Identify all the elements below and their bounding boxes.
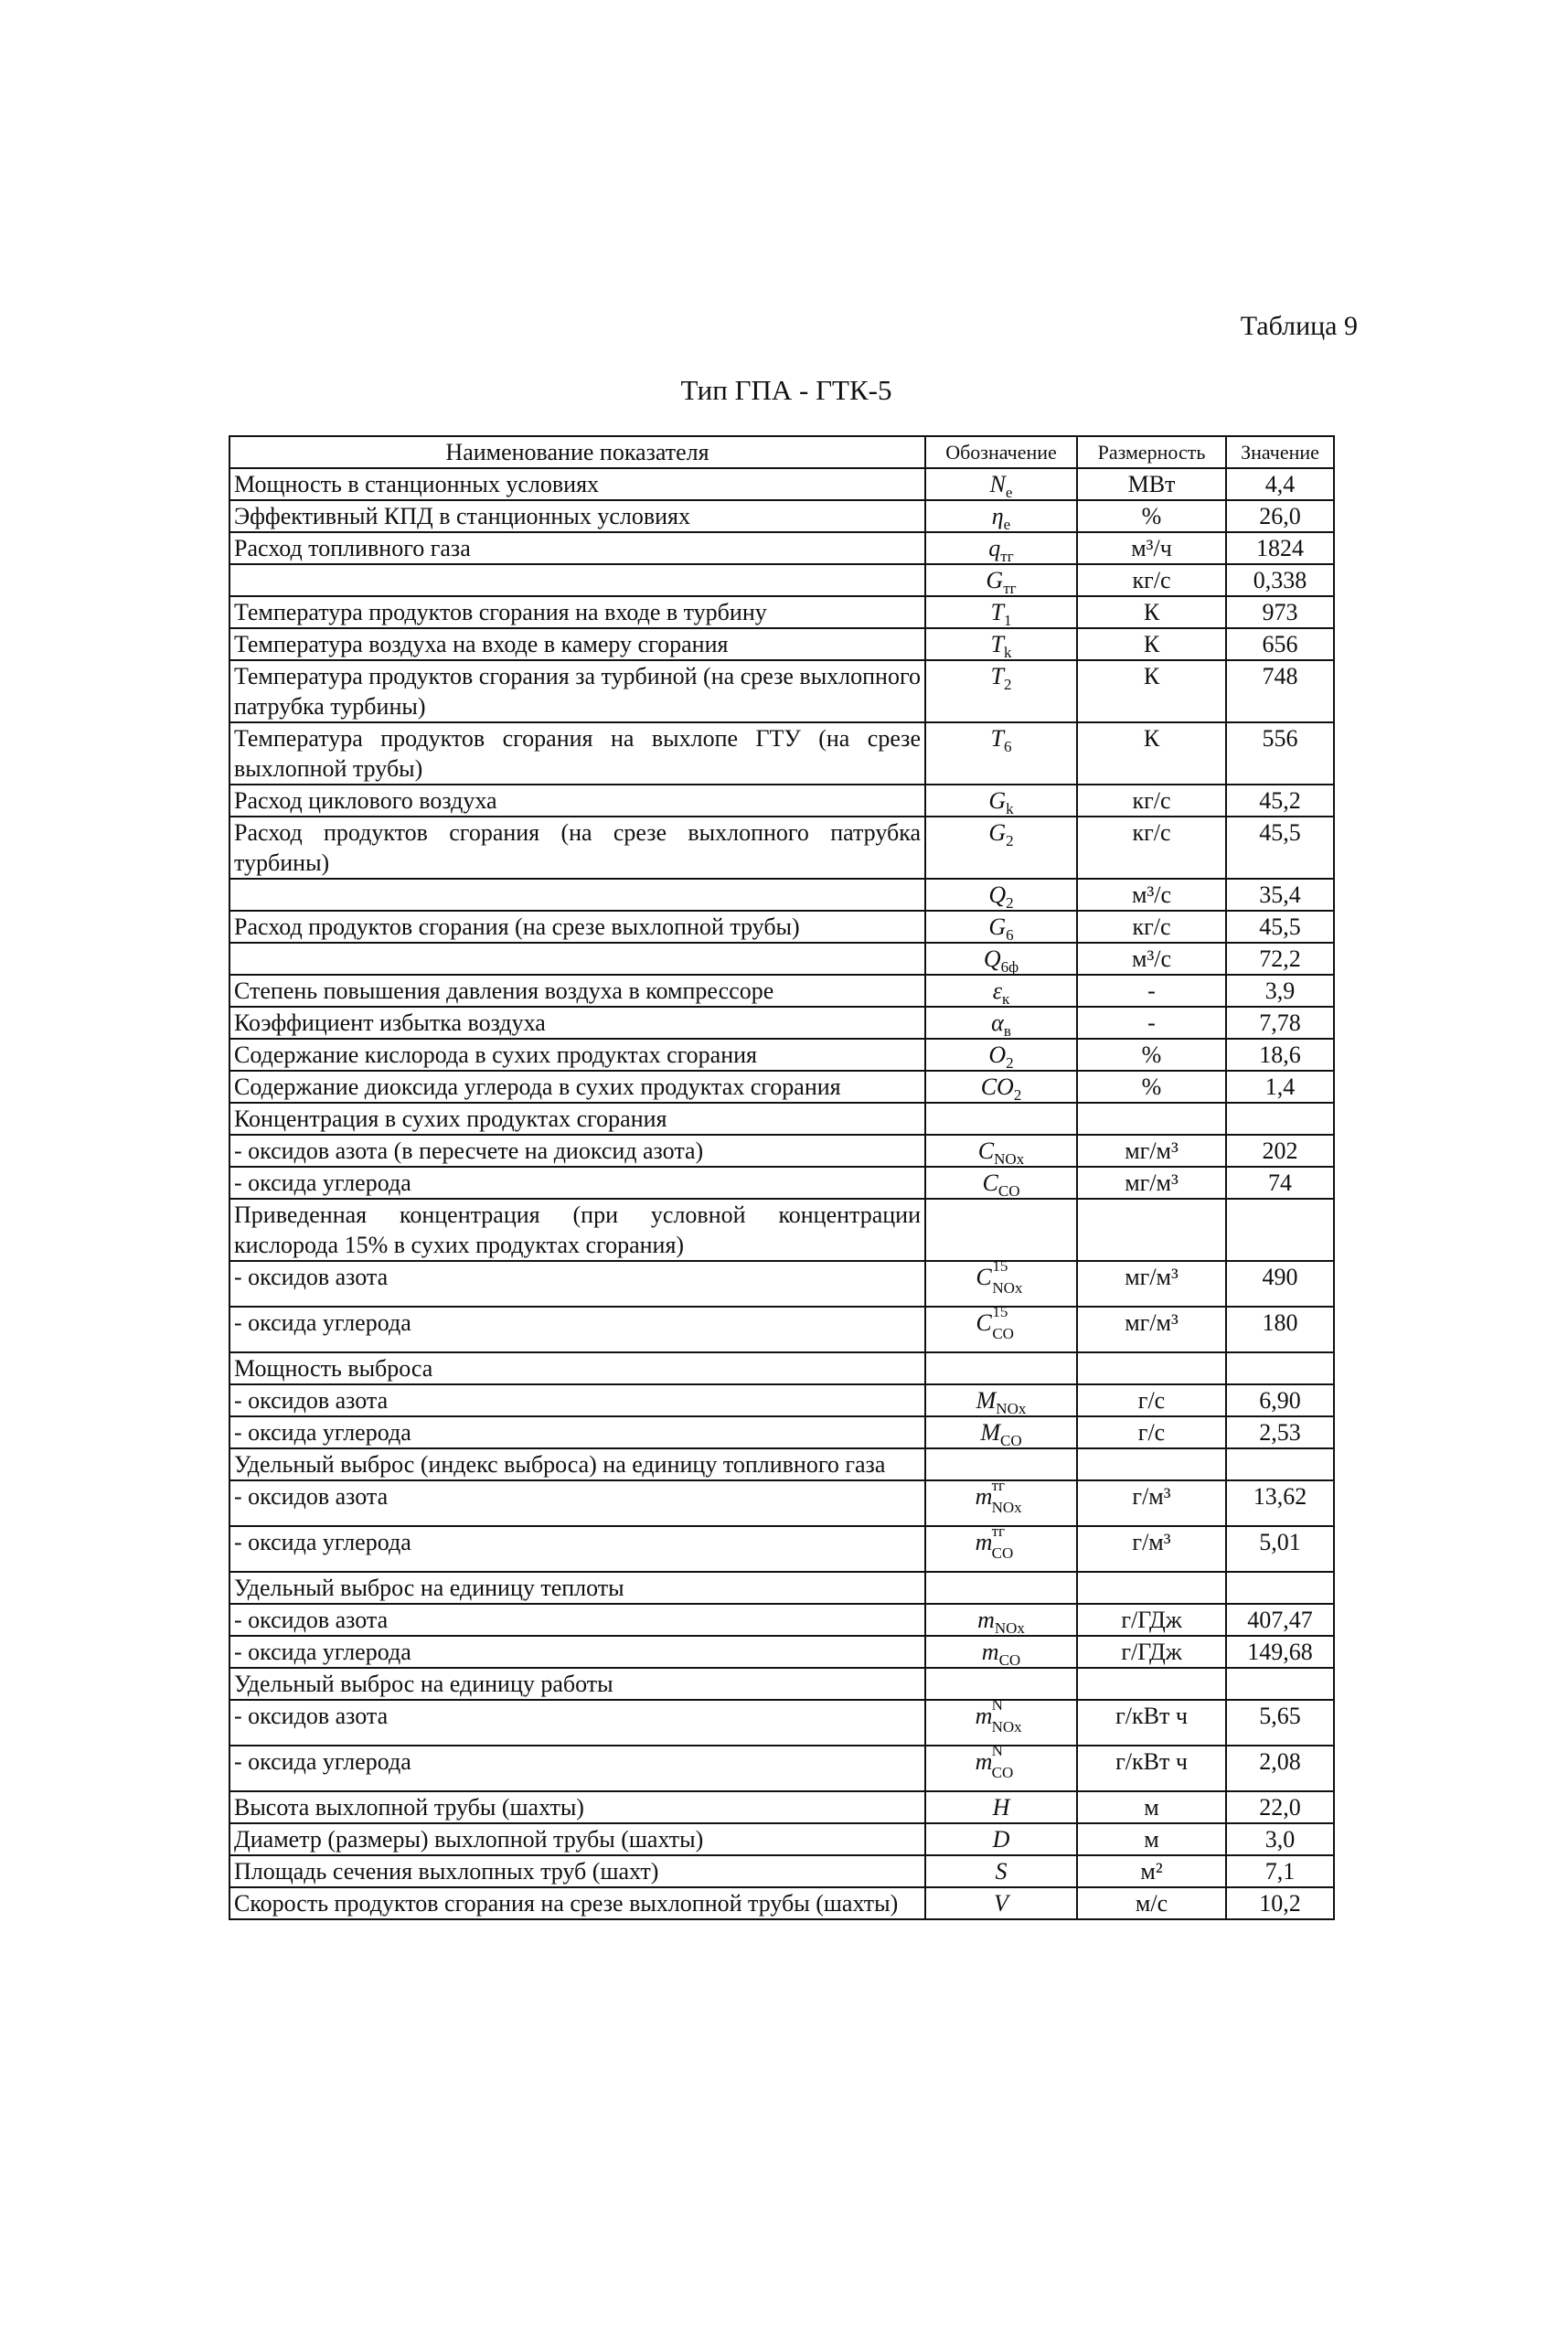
- table-row: [229, 1526, 1334, 1572]
- row-name: Расход топливного газа: [229, 532, 925, 564]
- symbol-subscript: 2: [1006, 832, 1014, 850]
- symbol-subscript: к: [1001, 990, 1010, 1009]
- row-value: 973: [1226, 596, 1334, 628]
- row-value: 7,78: [1226, 1007, 1334, 1039]
- row-symbol: [925, 975, 1077, 1007]
- symbol-base: Q: [988, 881, 1007, 908]
- row-unit: К: [1077, 596, 1226, 628]
- row-symbol: [925, 1352, 1077, 1384]
- row-value: 1,4: [1226, 1071, 1334, 1103]
- symbol-base: G: [988, 913, 1007, 940]
- row-unit: г/кВт ч: [1077, 1746, 1226, 1791]
- row-value: 490: [1226, 1261, 1334, 1307]
- row-value: 35,4: [1226, 879, 1334, 911]
- table-row: [229, 1448, 1334, 1480]
- row-name: Содержание кислорода в сухих продуктах сгорания: [229, 1039, 925, 1071]
- table-row: [229, 1572, 1334, 1604]
- row-value: 3,9: [1226, 975, 1334, 1007]
- row-name: - оксида углерода: [229, 1167, 925, 1199]
- row-name: - оксида углерода: [229, 1416, 925, 1448]
- row-unit: [1077, 1448, 1226, 1480]
- row-unit: м³/с: [1077, 879, 1226, 911]
- row-name: - оксидов азота: [229, 1480, 925, 1526]
- row-symbol: [925, 1855, 1077, 1887]
- row-value: 45,5: [1226, 817, 1334, 879]
- row-unit: [1077, 1668, 1226, 1700]
- header-value: Значение: [1226, 436, 1334, 468]
- row-name: - оксидов азота: [229, 1384, 925, 1416]
- row-value: 2,53: [1226, 1416, 1334, 1448]
- row-value: 6,90: [1226, 1384, 1334, 1416]
- row-unit: кг/с: [1077, 785, 1226, 817]
- symbol-subscript: CO: [998, 1651, 1021, 1670]
- row-unit: [1077, 1572, 1226, 1604]
- row-name: Мощность выброса: [229, 1352, 925, 1384]
- symbol-base: M: [976, 1387, 997, 1414]
- row-symbol: [925, 1791, 1077, 1823]
- table-row: [229, 1887, 1334, 1919]
- symbol-base: ε: [992, 977, 1002, 1004]
- symbol-subscript: NOx: [994, 1619, 1025, 1638]
- row-name: Температура продуктов сгорания за турбиной (на срезе выхлопного патрубка турбины): [229, 660, 925, 722]
- row-symbol: [925, 1167, 1077, 1199]
- table-row: [229, 1135, 1334, 1167]
- row-unit: г/ГДж: [1077, 1636, 1226, 1668]
- row-name: Расход циклового воздуха: [229, 785, 925, 817]
- row-symbol: [925, 596, 1077, 628]
- row-unit: м³/с: [1077, 943, 1226, 975]
- symbol-base: O: [988, 1041, 1007, 1068]
- row-unit: мг/м³: [1077, 1261, 1226, 1307]
- row-name: - оксидов азота (в пересчете на диоксид азота): [229, 1135, 925, 1167]
- row-value: [1226, 1448, 1334, 1480]
- symbol-base: η: [991, 503, 1004, 529]
- row-name: Концентрация в сухих продуктах сгорания: [229, 1103, 925, 1135]
- row-value: 656: [1226, 628, 1334, 660]
- row-name: Приведенная концентрация (при условной концентрации кислорода 15% в сухих продуктах сгорания): [229, 1199, 925, 1261]
- row-name: [229, 943, 925, 975]
- row-value: 26,0: [1226, 500, 1334, 532]
- row-name: - оксида углерода: [229, 1636, 925, 1668]
- row-unit: мг/м³: [1077, 1307, 1226, 1352]
- symbol-subscript: тг: [1003, 580, 1017, 598]
- table-row: [229, 1636, 1334, 1668]
- row-name: Степень повышения давления воздуха в компрессоре: [229, 975, 925, 1007]
- row-value: 2,08: [1226, 1746, 1334, 1791]
- row-unit: г/м³: [1077, 1480, 1226, 1526]
- row-value: 10,2: [1226, 1887, 1334, 1919]
- row-unit: %: [1077, 1071, 1226, 1103]
- symbol-subscript: 6: [1006, 926, 1014, 945]
- row-symbol: [925, 564, 1077, 596]
- row-symbol: [925, 785, 1077, 817]
- row-name: Удельный выброс на единицу теплоты: [229, 1572, 925, 1604]
- row-value: 1824: [1226, 532, 1334, 564]
- symbol-base: C: [982, 1170, 998, 1196]
- header-unit: Размерность: [1077, 436, 1226, 468]
- row-value: 407,47: [1226, 1604, 1334, 1636]
- row-name: Диаметр (размеры) выхлопной трубы (шахты): [229, 1823, 925, 1855]
- row-value: [1226, 1103, 1334, 1135]
- row-name: Высота выхлопной трубы (шахты): [229, 1791, 925, 1823]
- row-name: - оксидов азота: [229, 1261, 925, 1307]
- symbol-base: CO: [980, 1073, 1014, 1100]
- row-value: 180: [1226, 1307, 1334, 1352]
- table-row: [229, 628, 1334, 660]
- row-symbol: [925, 1887, 1077, 1919]
- symbol-subscript: 6: [1003, 738, 1012, 756]
- symbol-subscript: 2: [1006, 1054, 1014, 1073]
- table-row: [229, 1823, 1334, 1855]
- row-value: 4,4: [1226, 468, 1334, 500]
- table-body: [229, 468, 1334, 1919]
- table-row: [229, 1700, 1334, 1746]
- parameters-table: [229, 435, 1335, 1920]
- symbol-subscript: NOx: [994, 1150, 1025, 1169]
- row-unit: МВт: [1077, 468, 1226, 500]
- symbol-subscript: CO: [1000, 1432, 1022, 1450]
- row-symbol: [925, 722, 1077, 785]
- row-value: [1226, 1352, 1334, 1384]
- row-value: 5,01: [1226, 1526, 1334, 1572]
- row-name: Мощность в станционных условиях: [229, 468, 925, 500]
- row-unit: м²: [1077, 1855, 1226, 1887]
- row-unit: -: [1077, 1007, 1226, 1039]
- row-name: - оксида углерода: [229, 1746, 925, 1791]
- symbol-subscript: тг: [1000, 548, 1014, 566]
- table-row: [229, 1604, 1334, 1636]
- row-value: 45,2: [1226, 785, 1334, 817]
- row-value: 18,6: [1226, 1039, 1334, 1071]
- symbol-base: T: [990, 725, 1004, 752]
- row-symbol: [925, 468, 1077, 500]
- row-unit: мг/м³: [1077, 1135, 1226, 1167]
- symbol-subscript: 6ф: [1000, 958, 1019, 977]
- row-symbol: [925, 1823, 1077, 1855]
- row-unit: мг/м³: [1077, 1167, 1226, 1199]
- row-symbol: [925, 1572, 1077, 1604]
- row-name: Расход продуктов сгорания (на срезе выхлопного патрубка турбины): [229, 817, 925, 879]
- row-symbol: [925, 1604, 1077, 1636]
- row-name: Содержание диоксида углерода в сухих продуктах сгорания: [229, 1071, 925, 1103]
- row-name: Удельный выброс на единицу работы: [229, 1668, 925, 1700]
- table-row: [229, 1480, 1334, 1526]
- row-name: Температура продуктов сгорания на выхлопе ГТУ (на срезе выхлопной трубы): [229, 722, 925, 785]
- row-value: 13,62: [1226, 1480, 1334, 1526]
- row-unit: [1077, 1352, 1226, 1384]
- symbol-base: m: [975, 1529, 993, 1555]
- row-symbol: [925, 532, 1077, 564]
- symbol-subscript: 2: [1006, 894, 1014, 913]
- table-row: [229, 1103, 1334, 1135]
- table-row: [229, 1668, 1334, 1700]
- symbol-base: T: [990, 663, 1004, 689]
- symbol-base: T: [990, 631, 1004, 657]
- row-symbol: [925, 1135, 1077, 1167]
- row-unit: м³/ч: [1077, 532, 1226, 564]
- row-symbol: [925, 1039, 1077, 1071]
- row-name: Площадь сечения выхлопных труб (шахт): [229, 1855, 925, 1887]
- table-row: [229, 660, 1334, 722]
- row-unit: К: [1077, 628, 1226, 660]
- table-row: [229, 1384, 1334, 1416]
- row-symbol: [925, 879, 1077, 911]
- symbol-base: m: [975, 1703, 993, 1729]
- table-subtitle: Тип ГПА - ГТК-5: [680, 374, 892, 406]
- symbol-base: m: [981, 1639, 999, 1665]
- row-value: 7,1: [1226, 1855, 1334, 1887]
- row-unit: кг/с: [1077, 564, 1226, 596]
- symbol-base: D: [992, 1826, 1010, 1853]
- row-value: 22,0: [1226, 1791, 1334, 1823]
- row-name: - оксидов азота: [229, 1604, 925, 1636]
- row-unit: %: [1077, 1039, 1226, 1071]
- table-row: [229, 722, 1334, 785]
- row-symbol: [925, 1103, 1077, 1135]
- row-unit: г/с: [1077, 1416, 1226, 1448]
- table-row: [229, 1855, 1334, 1887]
- symbol-base: N: [989, 471, 1006, 497]
- symbol-subscript: 2: [1003, 676, 1012, 694]
- symbol-base: H: [992, 1794, 1010, 1821]
- table-row: [229, 1261, 1334, 1307]
- table-row: [229, 1039, 1334, 1071]
- table-row: [229, 1416, 1334, 1448]
- row-name: Температура продуктов сгорания на входе в турбину: [229, 596, 925, 628]
- row-symbol: [925, 628, 1077, 660]
- row-symbol: [925, 1416, 1077, 1448]
- symbol-base: q: [988, 535, 1001, 561]
- symbol-base: M: [980, 1419, 1001, 1446]
- symbol-superscript: N: [991, 1696, 1003, 1714]
- symbol-superscript: тг: [991, 1522, 1006, 1540]
- row-unit: г/с: [1077, 1384, 1226, 1416]
- table-row: [229, 500, 1334, 532]
- symbol-base: S: [995, 1858, 1008, 1885]
- symbol-base: m: [977, 1607, 995, 1633]
- table-row: [229, 1007, 1334, 1039]
- symbol-superscript: 15: [992, 1257, 1008, 1275]
- row-value: 0,338: [1226, 564, 1334, 596]
- symbol-base: m: [975, 1748, 993, 1775]
- table-row: [229, 879, 1334, 911]
- symbol-base: α: [991, 1009, 1004, 1036]
- symbol-subscript: NOx: [991, 1718, 1022, 1736]
- row-value: [1226, 1668, 1334, 1700]
- symbol-base: G: [986, 567, 1004, 593]
- table-row: [229, 943, 1334, 975]
- row-name: Температура воздуха на входе в камеру сгорания: [229, 628, 925, 660]
- row-value: 556: [1226, 722, 1334, 785]
- row-name: - оксидов азота: [229, 1700, 925, 1746]
- symbol-subscript: e: [1005, 484, 1013, 502]
- row-value: 202: [1226, 1135, 1334, 1167]
- row-name: Эффективный КПД в станционных условиях: [229, 500, 925, 532]
- row-name: - оксида углерода: [229, 1307, 925, 1352]
- symbol-subscript: CO: [991, 1764, 1014, 1781]
- row-symbol: [925, 660, 1077, 722]
- row-unit: %: [1077, 500, 1226, 532]
- row-unit: г/ГДж: [1077, 1604, 1226, 1636]
- symbol-subscript: NOx: [992, 1279, 1023, 1297]
- symbol-base: G: [988, 787, 1007, 814]
- row-value: 5,65: [1226, 1700, 1334, 1746]
- header-name: Наименование показателя: [229, 436, 925, 468]
- row-name: - оксида углерода: [229, 1526, 925, 1572]
- table-row: [229, 785, 1334, 817]
- table-row: [229, 532, 1334, 564]
- row-unit: г/кВт ч: [1077, 1700, 1226, 1746]
- row-unit: кг/с: [1077, 911, 1226, 943]
- row-unit: К: [1077, 722, 1226, 785]
- symbol-base: m: [975, 1483, 993, 1510]
- row-value: 45,5: [1226, 911, 1334, 943]
- row-symbol: [925, 500, 1077, 532]
- row-name: Коэффициент избытка воздуха: [229, 1007, 925, 1039]
- symbol-base: C: [976, 1309, 992, 1336]
- row-unit: [1077, 1199, 1226, 1261]
- table-row: [229, 1352, 1334, 1384]
- row-unit: м/с: [1077, 1887, 1226, 1919]
- symbol-superscript: тг: [991, 1477, 1006, 1494]
- symbol-base: C: [976, 1264, 992, 1290]
- table-row: [229, 1791, 1334, 1823]
- table-row: [229, 596, 1334, 628]
- row-value: 748: [1226, 660, 1334, 722]
- table-caption: Таблица 9: [1240, 311, 1358, 341]
- row-value: [1226, 1199, 1334, 1261]
- symbol-superscript: 15: [992, 1303, 1008, 1320]
- table-row: [229, 1307, 1334, 1352]
- row-name: Удельный выброс (индекс выброса) на единицу топливного газа: [229, 1448, 925, 1480]
- row-unit: -: [1077, 975, 1226, 1007]
- symbol-base: C: [977, 1137, 995, 1164]
- row-symbol: [925, 911, 1077, 943]
- symbol-subscript: CO: [991, 1544, 1014, 1562]
- symbol-subscript: CO: [997, 1182, 1020, 1201]
- row-value: 72,2: [1226, 943, 1334, 975]
- symbol-base: T: [990, 599, 1004, 625]
- symbol-subscript: NOx: [996, 1400, 1027, 1418]
- row-name: [229, 879, 925, 911]
- symbol-subscript: k: [1006, 800, 1014, 818]
- row-symbol: [925, 1742, 1077, 1791]
- row-unit: кг/с: [1077, 817, 1226, 879]
- row-symbol: [925, 1522, 1077, 1572]
- table-row: [229, 1071, 1334, 1103]
- row-name: Скорость продуктов сгорания на срезе выхлопной трубы (шахты): [229, 1887, 925, 1919]
- table-row: [229, 975, 1334, 1007]
- row-name: Расход продуктов сгорания (на срезе выхлопной трубы): [229, 911, 925, 943]
- row-symbol: [925, 1384, 1077, 1416]
- row-symbol: [925, 1071, 1077, 1103]
- row-unit: К: [1077, 660, 1226, 722]
- symbol-base: V: [994, 1890, 1008, 1917]
- table-row: [229, 1199, 1334, 1261]
- row-value: 74: [1226, 1167, 1334, 1199]
- row-symbol: [925, 1007, 1077, 1039]
- table-row: [229, 564, 1334, 596]
- symbol-subscript: 2: [1013, 1086, 1022, 1105]
- row-symbol: [925, 1636, 1077, 1668]
- row-name: [229, 564, 925, 596]
- symbol-base: G: [988, 819, 1007, 846]
- symbol-base: Q: [983, 945, 1001, 972]
- symbol-subscript: CO: [992, 1325, 1014, 1342]
- row-value: [1226, 1572, 1334, 1604]
- symbol-subscript: NOx: [991, 1499, 1022, 1516]
- table-row: [229, 1746, 1334, 1791]
- row-value: 3,0: [1226, 1823, 1334, 1855]
- symbol-superscript: N: [991, 1742, 1003, 1759]
- symbol-subscript: e: [1003, 516, 1011, 534]
- symbol-subscript: k: [1003, 644, 1012, 662]
- row-symbol: [925, 817, 1077, 879]
- symbol-subscript: в: [1003, 1022, 1011, 1041]
- table-row: [229, 817, 1334, 879]
- symbol-subscript: 1: [1003, 612, 1012, 630]
- row-symbol: [925, 943, 1077, 975]
- row-unit: г/м³: [1077, 1526, 1226, 1572]
- header-symbol: Обозначение: [925, 436, 1077, 468]
- table-row: [229, 911, 1334, 943]
- table-row: [229, 468, 1334, 500]
- row-unit: м: [1077, 1823, 1226, 1855]
- row-symbol: [925, 1303, 1077, 1352]
- table-header-row: [229, 436, 1334, 468]
- row-unit: м: [1077, 1791, 1226, 1823]
- row-unit: [1077, 1103, 1226, 1135]
- row-value: 149,68: [1226, 1636, 1334, 1668]
- table-row: [229, 1167, 1334, 1199]
